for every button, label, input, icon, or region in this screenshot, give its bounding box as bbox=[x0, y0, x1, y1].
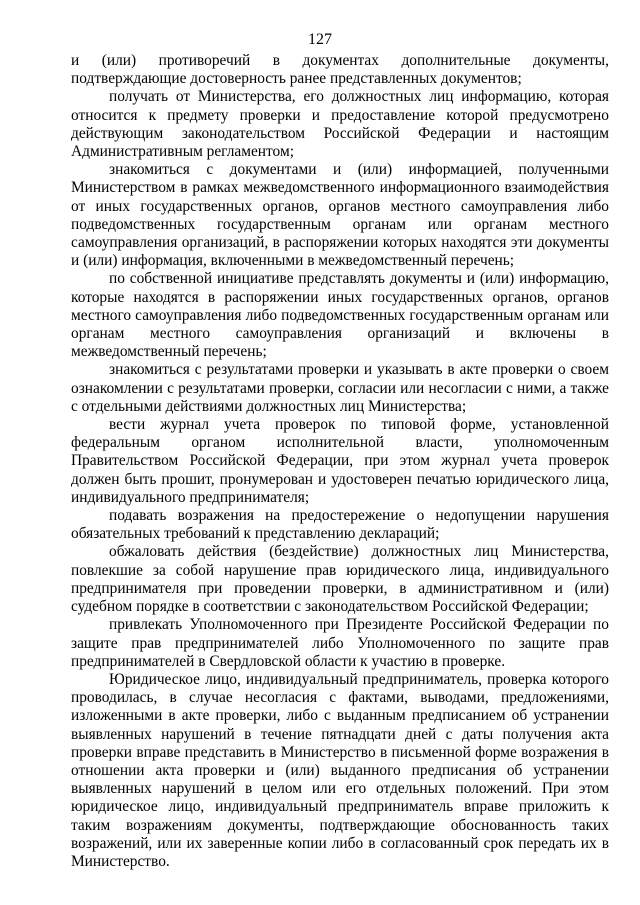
paragraph-right-involve-ombudsman: привлекать Уполномоченного при Президенте Российской Федерации по защите прав предпринимателей либо Уполномоченного по защите прав предпринимателей в Свердловской области к участию в проверке. bbox=[71, 616, 609, 670]
paragraph-right-review-interagency-documents: знакомиться с документами и (или) информацией, полученными Министерством в рамках межведомственного информационного взаимодействия от иных государственных органов, органов местного самоуправления либо подведомственных государственным органам или органам местного самоуправления организаций, в распоряжении которых находятся эти документы и (или) информация, включенными в межведомственный перечень; bbox=[71, 161, 609, 270]
paragraph-right-submit-documents: по собственной инициативе представлять документы и (или) информацию, которые находятся в распоряжении иных государственных органов, органов местного самоуправления либо подведомственных государственным органам или органам местного самоуправления организаций и включены в межведомственный перечень; bbox=[71, 270, 609, 361]
paragraph-right-file-objections: подавать возражения на предостережение о недопущении нарушения обязательных требований к представлению деклараций; bbox=[71, 507, 609, 543]
page-number: 127 bbox=[308, 31, 332, 48]
paragraph-right-appeal: обжаловать действия (бездействие) должностных лиц Министерства, повлекшие за собой нарушение прав юридического лица, индивидуального предпринимателя при проведении проверки, в административном и (или) судебном порядке в соответствии с законодательством Российской Федерации; bbox=[71, 543, 609, 616]
paragraph-objections-procedure: Юридическое лицо, индивидуальный предприниматель, проверка которого проводилась, в случае несогласия с фактами, выводами, предложениями, изложенными в акте проверки, либо с выданным предписанием об устранении выявленных нарушений в течение пятнадцати дней с даты получения акта проверки вправе представить в Министерство в письменной форме возражения в отношении акта проверки и (или) выданного предписания об устранении выявленных нарушений в целом или его отдельных положений. При этом юридическое лицо, индивидуальный предприниматель вправе приложить к таким возражениям документы, подтверждающие обоснованность таких возражений, или их заверенные копии либо в согласованный срок передать их в Министерство. bbox=[71, 670, 609, 870]
paragraph-right-receive-information: получать от Министерства, его должностных лиц информацию, которая относится к предмету проверки и предоставление которой предусмотрено действующим законодательством Российской Федерации и настоящим Административным регламентом; bbox=[71, 88, 609, 161]
paragraph-continued: и (или) противоречий в документах дополнительные документы, подтверждающие достоверность ранее представленных документов; bbox=[71, 52, 609, 88]
document-body bbox=[71, 52, 609, 871]
paragraph-inspection-log: вести журнал учета проверок по типовой форме, установленной федеральным органом исполнительной власти, уполномоченным Правительством Российской Федерации, при этом журнал учета проверок должен быть прошит, пронумерован и удостоверен печатью юридического лица, индивидуального предпринимателя; bbox=[71, 416, 609, 506]
paragraph-right-review-results: знакомиться с результатами проверки и указывать в акте проверки о своем ознакомлении с результатами проверки, согласии или несогласии с ними, а также с отдельными действиями должностных лиц Министерства; bbox=[71, 361, 609, 415]
